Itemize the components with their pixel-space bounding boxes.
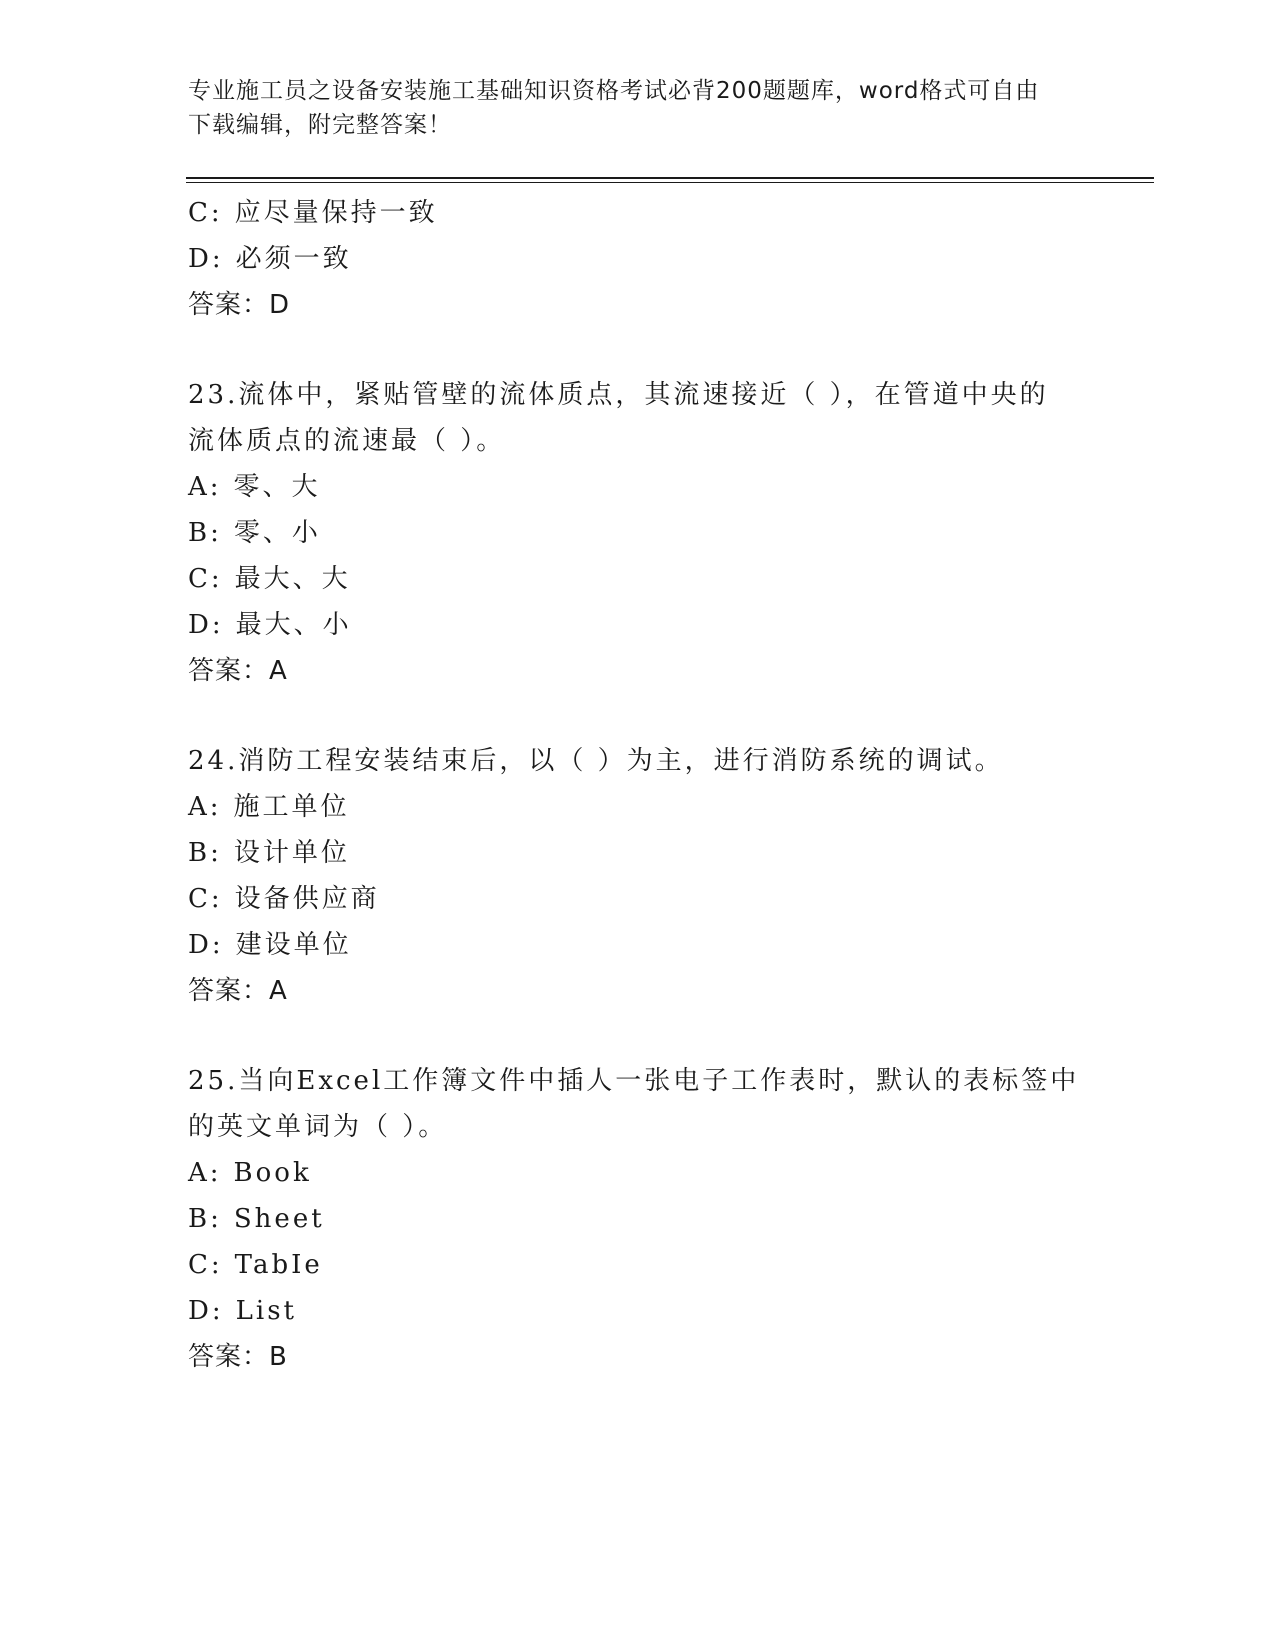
option-d	[188, 922, 1088, 968]
question-title-line-2: 的英文单词为（ ）。	[188, 1112, 448, 1142]
option-text: Book	[233, 1158, 312, 1188]
option-c	[188, 190, 1088, 236]
option-label: D:	[188, 1296, 224, 1326]
option-text: Sheet	[233, 1204, 325, 1234]
option-a	[188, 1150, 1088, 1196]
option-text: 设计单位	[233, 838, 350, 868]
option-label: C:	[188, 884, 223, 914]
answer-line: 答案：D	[188, 290, 291, 320]
option-text: 最大、小	[235, 610, 352, 640]
header-line-1: 专业施工员之设备安装施工基础知识资格考试必背200题题库，word格式可自由	[188, 78, 1040, 104]
option-label: B:	[188, 1204, 222, 1234]
answer-line: 答案：A	[188, 976, 288, 1006]
document-header	[188, 74, 1088, 142]
header-divider-thin	[186, 182, 1154, 183]
option-text: 零、大	[233, 472, 321, 502]
question-24	[188, 738, 1088, 1014]
option-text: 零、小	[233, 518, 321, 548]
option-b	[188, 510, 1088, 556]
option-label: D:	[188, 930, 224, 960]
option-label: C:	[188, 564, 223, 594]
option-b	[188, 830, 1088, 876]
prev-question	[188, 190, 1088, 328]
option-label: C:	[188, 1250, 223, 1280]
question-title-line-1: 25.当向Excel工作簿文件中插人一张电子工作表时，默认的表标签中	[188, 1066, 1080, 1096]
answer-line: 答案：B	[188, 1342, 288, 1372]
question-title-line-1: 23.流体中，紧贴管壁的流体质点，其流速接近（ ），在管道中央的	[188, 380, 1049, 410]
option-text: 施工单位	[233, 792, 350, 822]
answer-line: 答案：A	[188, 656, 288, 686]
option-label: D:	[188, 610, 224, 640]
option-text: 最大、大	[234, 564, 351, 594]
option-c	[188, 876, 1088, 922]
option-label: A:	[188, 1158, 222, 1188]
option-label: A:	[188, 472, 222, 502]
option-label: D:	[188, 244, 224, 274]
question-title-line-2: 流体质点的流速最（ ）。	[188, 426, 506, 456]
option-text: 必须一致	[235, 244, 352, 274]
option-d	[188, 602, 1088, 648]
document-body	[188, 190, 1088, 1380]
option-b	[188, 1196, 1088, 1242]
option-c	[188, 556, 1088, 602]
option-a	[188, 784, 1088, 830]
option-c	[188, 1242, 1088, 1288]
option-text: 应尽量保持一致	[234, 198, 438, 228]
option-text: 建设单位	[235, 930, 352, 960]
header-divider-thick	[186, 177, 1154, 179]
option-text: TabIe	[234, 1250, 323, 1280]
question-23	[188, 372, 1088, 694]
option-label: A:	[188, 792, 222, 822]
question-title-line-1: 24.消防工程安装结束后，以（ ）为主，进行消防系统的调试。	[188, 746, 1004, 776]
question-25	[188, 1058, 1088, 1380]
option-label: B:	[188, 838, 222, 868]
option-label: B:	[188, 518, 222, 548]
option-text: List	[235, 1296, 297, 1326]
option-d	[188, 1288, 1088, 1334]
header-line-2: 下载编辑，附完整答案！	[188, 112, 452, 138]
option-label: C:	[188, 198, 223, 228]
option-text: 设备供应商	[234, 884, 380, 914]
option-d	[188, 236, 1088, 282]
option-a	[188, 464, 1088, 510]
